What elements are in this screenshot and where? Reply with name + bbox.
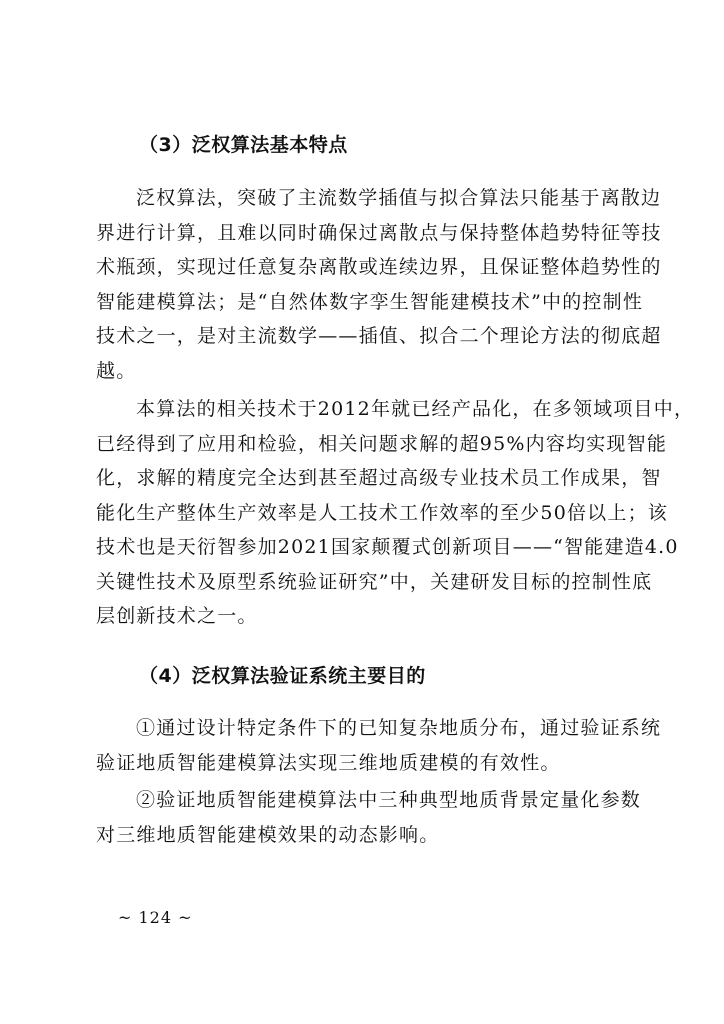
paragraph-line: 越。 [96, 359, 137, 382]
paragraph-line: 对三维地质智能建模效果的动态影响。 [96, 823, 440, 846]
section-3-heading: （3）泛权算法基本特点 [139, 134, 348, 156]
section-4-heading: （4）泛权算法验证系统主要目的 [139, 665, 426, 687]
section-3-paragraph-1 [96, 181, 662, 388]
paragraph-line: 界进行计算，且难以同时确保过离散点与保持整体趋势特征等技 [96, 221, 662, 244]
paragraph-line: 智能建模算法；是“自然体数字孪生智能建模技术”中的控制性 [96, 290, 644, 313]
paragraph-line: 关键性技术及原型系统验证研究”中，关建研发目标的控制性底 [96, 570, 653, 593]
paragraph-line: 已经得到了应用和检验，相关问题求解的超95%内容均实现智能 [96, 432, 668, 455]
paragraph-line: ②验证地质智能建模算法中三种典型地质背景定量化参数 [136, 789, 642, 811]
paragraph-line: 术瓶颈，实现过任意复杂离散或连续边界，且保证整体趋势性的 [96, 256, 662, 278]
section-3-paragraph-2 [96, 392, 695, 634]
section-4-item-1 [96, 711, 662, 780]
paragraph-line: 能化生产整体生产效率是人工技术工作效率的至少50倍以上；该 [96, 501, 668, 524]
paragraph-line: 技术也是天衍智参加2021国家颠覆式创新项目——“智能建造4.0 [96, 536, 679, 558]
paragraph-line: 本算法的相关技术于2012年就已经产品化，在多领域项目中， [136, 398, 695, 420]
paragraph-line: 层创新技术之一。 [96, 605, 258, 627]
paragraph-line: 验证地质智能建模算法实现三维地质建模的有效性。 [96, 751, 561, 774]
paragraph-line: ①通过设计特定条件下的已知复杂地质分布，通过验证系统 [136, 717, 662, 739]
section-4-item-2 [96, 783, 642, 852]
paragraph-line: 技术之一，是对主流数学——插值、拟合二个理论方法的彻底超 [96, 325, 662, 347]
paragraph-line: 化，求解的精度完全达到甚至超过高级专业技术员工作成果，智 [96, 467, 662, 489]
page-number: ~ 124 ~ [118, 908, 193, 927]
paragraph-line: 泛权算法，突破了主流数学插值与拟合算法只能基于离散边 [136, 187, 662, 209]
